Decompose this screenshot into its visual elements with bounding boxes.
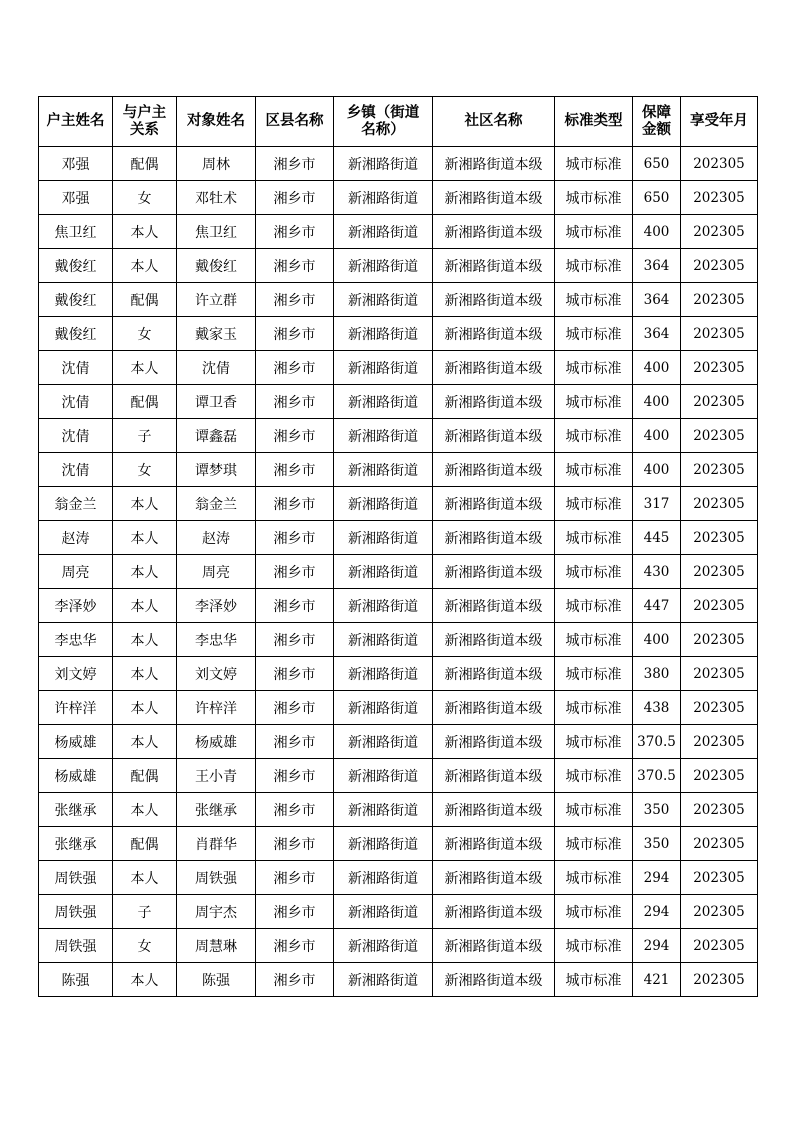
table-row (39, 657, 758, 691)
cell-month: 202305 (681, 759, 758, 793)
cell-name: 周铁强 (177, 861, 256, 895)
cell-rel: 配偶 (113, 827, 177, 861)
cell-month: 202305 (681, 861, 758, 895)
cell-rel: 配偶 (113, 147, 177, 181)
cell-name: 许立群 (177, 283, 256, 317)
cell-town: 新湘路街道 (334, 555, 433, 589)
cell-name: 王小青 (177, 759, 256, 793)
cell-stdtype: 城市标准 (555, 827, 633, 861)
cell-head: 周铁强 (39, 929, 113, 963)
table-row (39, 861, 758, 895)
cell-month: 202305 (681, 589, 758, 623)
cell-county: 湘乡市 (256, 283, 334, 317)
cell-community: 新湘路街道本级 (433, 759, 555, 793)
cell-name: 许梓洋 (177, 691, 256, 725)
cell-amount: 650 (633, 147, 681, 181)
column-header-amount-line: 保障 (642, 104, 671, 121)
cell-community: 新湘路街道本级 (433, 351, 555, 385)
cell-county: 湘乡市 (256, 147, 334, 181)
cell-head: 沈倩 (39, 385, 113, 419)
cell-county: 湘乡市 (256, 725, 334, 759)
table-row (39, 929, 758, 963)
cell-month: 202305 (681, 657, 758, 691)
cell-name: 张继承 (177, 793, 256, 827)
cell-town: 新湘路街道 (334, 419, 433, 453)
cell-county: 湘乡市 (256, 215, 334, 249)
cell-month: 202305 (681, 147, 758, 181)
table-row (39, 385, 758, 419)
cell-name: 杨威雄 (177, 725, 256, 759)
cell-town: 新湘路街道 (334, 623, 433, 657)
cell-name: 刘文婷 (177, 657, 256, 691)
cell-stdtype: 城市标准 (555, 759, 633, 793)
cell-county: 湘乡市 (256, 385, 334, 419)
column-header-amount-line: 金额 (642, 121, 671, 138)
cell-county: 湘乡市 (256, 181, 334, 215)
cell-name: 邓牡术 (177, 181, 256, 215)
cell-head: 沈倩 (39, 453, 113, 487)
cell-amount: 400 (633, 351, 681, 385)
cell-amount: 294 (633, 861, 681, 895)
cell-county: 湘乡市 (256, 487, 334, 521)
cell-head: 戴俊红 (39, 317, 113, 351)
cell-town: 新湘路街道 (334, 249, 433, 283)
cell-amount: 350 (633, 793, 681, 827)
cell-amount: 350 (633, 827, 681, 861)
cell-stdtype: 城市标准 (555, 521, 633, 555)
cell-rel: 本人 (113, 521, 177, 555)
cell-head: 李忠华 (39, 623, 113, 657)
cell-head: 杨威雄 (39, 759, 113, 793)
cell-town: 新湘路街道 (334, 895, 433, 929)
cell-town: 新湘路街道 (334, 725, 433, 759)
cell-head: 翁金兰 (39, 487, 113, 521)
cell-name: 陈强 (177, 963, 256, 997)
cell-rel: 女 (113, 181, 177, 215)
cell-stdtype: 城市标准 (555, 283, 633, 317)
cell-name: 周慧琳 (177, 929, 256, 963)
column-header-rel-line: 关系 (130, 121, 159, 138)
cell-town: 新湘路街道 (334, 963, 433, 997)
cell-stdtype: 城市标准 (555, 147, 633, 181)
cell-community: 新湘路街道本级 (433, 317, 555, 351)
cell-community: 新湘路街道本级 (433, 963, 555, 997)
table-row (39, 249, 758, 283)
cell-rel: 子 (113, 419, 177, 453)
table-row (39, 521, 758, 555)
cell-community: 新湘路街道本级 (433, 827, 555, 861)
cell-town: 新湘路街道 (334, 181, 433, 215)
cell-name: 谭卫香 (177, 385, 256, 419)
cell-stdtype: 城市标准 (555, 929, 633, 963)
cell-amount: 380 (633, 657, 681, 691)
cell-amount: 400 (633, 385, 681, 419)
cell-town: 新湘路街道 (334, 929, 433, 963)
column-header-stdtype (555, 97, 633, 147)
cell-rel: 本人 (113, 725, 177, 759)
cell-name: 周宇杰 (177, 895, 256, 929)
column-header-name-line: 对象姓名 (187, 113, 245, 129)
cell-town: 新湘路街道 (334, 385, 433, 419)
cell-community: 新湘路街道本级 (433, 691, 555, 725)
table-row (39, 215, 758, 249)
cell-community: 新湘路街道本级 (433, 895, 555, 929)
cell-rel: 本人 (113, 351, 177, 385)
cell-name: 焦卫红 (177, 215, 256, 249)
cell-community: 新湘路街道本级 (433, 861, 555, 895)
cell-name: 翁金兰 (177, 487, 256, 521)
column-header-county (256, 97, 334, 147)
table-header (39, 97, 758, 147)
cell-community: 新湘路街道本级 (433, 657, 555, 691)
cell-county: 湘乡市 (256, 827, 334, 861)
cell-county: 湘乡市 (256, 317, 334, 351)
cell-head: 周亮 (39, 555, 113, 589)
cell-community: 新湘路街道本级 (433, 725, 555, 759)
cell-county: 湘乡市 (256, 657, 334, 691)
cell-amount: 370.5 (633, 725, 681, 759)
cell-amount: 364 (633, 317, 681, 351)
cell-stdtype: 城市标准 (555, 555, 633, 589)
cell-community: 新湘路街道本级 (433, 215, 555, 249)
cell-county: 湘乡市 (256, 555, 334, 589)
cell-name: 赵涛 (177, 521, 256, 555)
cell-stdtype: 城市标准 (555, 419, 633, 453)
table-row (39, 419, 758, 453)
table-row (39, 487, 758, 521)
cell-town: 新湘路街道 (334, 487, 433, 521)
table-row (39, 623, 758, 657)
header-row (39, 97, 758, 147)
cell-amount: 364 (633, 283, 681, 317)
cell-name: 李泽妙 (177, 589, 256, 623)
table-row (39, 759, 758, 793)
cell-stdtype: 城市标准 (555, 453, 633, 487)
cell-rel: 本人 (113, 861, 177, 895)
table-body (39, 147, 758, 997)
cell-county: 湘乡市 (256, 963, 334, 997)
column-header-month (681, 97, 758, 147)
cell-rel: 本人 (113, 249, 177, 283)
cell-town: 新湘路街道 (334, 521, 433, 555)
cell-rel: 本人 (113, 215, 177, 249)
table-row (39, 827, 758, 861)
cell-rel: 本人 (113, 623, 177, 657)
column-header-town-line: 名称） (361, 121, 405, 138)
cell-community: 新湘路街道本级 (433, 385, 555, 419)
cell-head: 戴俊红 (39, 249, 113, 283)
cell-community: 新湘路街道本级 (433, 929, 555, 963)
column-header-county-line: 区县名称 (265, 113, 324, 129)
cell-name: 谭鑫磊 (177, 419, 256, 453)
cell-rel: 本人 (113, 657, 177, 691)
cell-stdtype: 城市标准 (555, 623, 633, 657)
cell-month: 202305 (681, 181, 758, 215)
cell-head: 张继承 (39, 793, 113, 827)
cell-rel: 本人 (113, 963, 177, 997)
cell-community: 新湘路街道本级 (433, 623, 555, 657)
cell-month: 202305 (681, 487, 758, 521)
cell-head: 赵涛 (39, 521, 113, 555)
cell-stdtype: 城市标准 (555, 317, 633, 351)
cell-amount: 421 (633, 963, 681, 997)
column-header-rel-line: 与户主 (122, 104, 167, 121)
cell-amount: 317 (633, 487, 681, 521)
cell-month: 202305 (681, 385, 758, 419)
cell-stdtype: 城市标准 (555, 657, 633, 691)
table-row (39, 317, 758, 351)
cell-community: 新湘路街道本级 (433, 453, 555, 487)
cell-amount: 445 (633, 521, 681, 555)
cell-county: 湘乡市 (256, 793, 334, 827)
cell-town: 新湘路街道 (334, 589, 433, 623)
cell-stdtype: 城市标准 (555, 589, 633, 623)
cell-name: 戴家玉 (177, 317, 256, 351)
cell-name: 谭梦琪 (177, 453, 256, 487)
cell-county: 湘乡市 (256, 895, 334, 929)
cell-town: 新湘路街道 (334, 759, 433, 793)
cell-community: 新湘路街道本级 (433, 487, 555, 521)
cell-amount: 650 (633, 181, 681, 215)
table-row (39, 351, 758, 385)
cell-head: 陈强 (39, 963, 113, 997)
table-row (39, 725, 758, 759)
cell-month: 202305 (681, 419, 758, 453)
cell-month: 202305 (681, 453, 758, 487)
subsidy-roster-table (38, 96, 758, 997)
cell-amount: 364 (633, 249, 681, 283)
cell-county: 湘乡市 (256, 589, 334, 623)
table-row (39, 793, 758, 827)
cell-head: 周铁强 (39, 861, 113, 895)
cell-name: 沈倩 (177, 351, 256, 385)
cell-amount: 438 (633, 691, 681, 725)
cell-county: 湘乡市 (256, 453, 334, 487)
cell-amount: 400 (633, 453, 681, 487)
cell-county: 湘乡市 (256, 521, 334, 555)
column-header-community-line: 社区名称 (464, 113, 523, 129)
cell-month: 202305 (681, 623, 758, 657)
cell-head: 张继承 (39, 827, 113, 861)
cell-town: 新湘路街道 (334, 793, 433, 827)
cell-town: 新湘路街道 (334, 691, 433, 725)
cell-head: 沈倩 (39, 419, 113, 453)
cell-stdtype: 城市标准 (555, 725, 633, 759)
cell-stdtype: 城市标准 (555, 249, 633, 283)
cell-community: 新湘路街道本级 (433, 589, 555, 623)
column-header-community (433, 97, 555, 147)
cell-rel: 本人 (113, 589, 177, 623)
cell-month: 202305 (681, 317, 758, 351)
cell-town: 新湘路街道 (334, 351, 433, 385)
column-header-town-line: 乡镇（街道 (346, 104, 420, 121)
cell-month: 202305 (681, 249, 758, 283)
cell-amount: 370.5 (633, 759, 681, 793)
column-header-head (39, 97, 113, 147)
cell-community: 新湘路街道本级 (433, 249, 555, 283)
table-row (39, 963, 758, 997)
cell-stdtype: 城市标准 (555, 351, 633, 385)
cell-month: 202305 (681, 793, 758, 827)
column-header-month-line: 享受年月 (690, 113, 748, 129)
column-header-stdtype-line: 标准类型 (564, 113, 623, 129)
cell-amount: 294 (633, 895, 681, 929)
cell-community: 新湘路街道本级 (433, 181, 555, 215)
table-row (39, 895, 758, 929)
cell-name: 戴俊红 (177, 249, 256, 283)
cell-name: 李忠华 (177, 623, 256, 657)
cell-rel: 本人 (113, 487, 177, 521)
cell-community: 新湘路街道本级 (433, 283, 555, 317)
cell-head: 戴俊红 (39, 283, 113, 317)
cell-town: 新湘路街道 (334, 861, 433, 895)
cell-county: 湘乡市 (256, 759, 334, 793)
table-row (39, 453, 758, 487)
cell-county: 湘乡市 (256, 249, 334, 283)
cell-head: 周铁强 (39, 895, 113, 929)
table-row (39, 589, 758, 623)
cell-amount: 447 (633, 589, 681, 623)
cell-name: 周亮 (177, 555, 256, 589)
cell-rel: 本人 (113, 691, 177, 725)
cell-rel: 配偶 (113, 385, 177, 419)
cell-rel: 女 (113, 453, 177, 487)
cell-month: 202305 (681, 521, 758, 555)
cell-stdtype: 城市标准 (555, 691, 633, 725)
cell-county: 湘乡市 (256, 691, 334, 725)
cell-month: 202305 (681, 691, 758, 725)
cell-stdtype: 城市标准 (555, 861, 633, 895)
cell-town: 新湘路街道 (334, 827, 433, 861)
cell-stdtype: 城市标准 (555, 385, 633, 419)
cell-head: 沈倩 (39, 351, 113, 385)
cell-month: 202305 (681, 725, 758, 759)
cell-rel: 配偶 (113, 283, 177, 317)
cell-county: 湘乡市 (256, 861, 334, 895)
cell-head: 李泽妙 (39, 589, 113, 623)
cell-month: 202305 (681, 351, 758, 385)
cell-head: 邓强 (39, 181, 113, 215)
column-header-name (177, 97, 256, 147)
cell-stdtype: 城市标准 (555, 181, 633, 215)
cell-stdtype: 城市标准 (555, 895, 633, 929)
cell-county: 湘乡市 (256, 929, 334, 963)
cell-stdtype: 城市标准 (555, 215, 633, 249)
cell-community: 新湘路街道本级 (433, 793, 555, 827)
cell-month: 202305 (681, 215, 758, 249)
cell-head: 刘文婷 (39, 657, 113, 691)
cell-town: 新湘路街道 (334, 453, 433, 487)
cell-stdtype: 城市标准 (555, 793, 633, 827)
cell-community: 新湘路街道本级 (433, 419, 555, 453)
cell-month: 202305 (681, 929, 758, 963)
column-header-town (334, 97, 433, 147)
cell-month: 202305 (681, 827, 758, 861)
cell-head: 许梓洋 (39, 691, 113, 725)
cell-rel: 配偶 (113, 759, 177, 793)
cell-community: 新湘路街道本级 (433, 147, 555, 181)
cell-rel: 子 (113, 895, 177, 929)
column-header-amount (633, 97, 681, 147)
cell-name: 肖群华 (177, 827, 256, 861)
cell-month: 202305 (681, 963, 758, 997)
table-row (39, 181, 758, 215)
cell-amount: 400 (633, 419, 681, 453)
table-row (39, 283, 758, 317)
cell-county: 湘乡市 (256, 623, 334, 657)
table-row (39, 555, 758, 589)
cell-town: 新湘路街道 (334, 657, 433, 691)
table-row (39, 147, 758, 181)
cell-month: 202305 (681, 895, 758, 929)
cell-rel: 女 (113, 929, 177, 963)
cell-community: 新湘路街道本级 (433, 555, 555, 589)
cell-amount: 294 (633, 929, 681, 963)
cell-month: 202305 (681, 283, 758, 317)
cell-head: 杨威雄 (39, 725, 113, 759)
cell-town: 新湘路街道 (334, 215, 433, 249)
cell-head: 焦卫红 (39, 215, 113, 249)
column-header-rel (113, 97, 177, 147)
cell-county: 湘乡市 (256, 351, 334, 385)
cell-town: 新湘路街道 (334, 283, 433, 317)
cell-rel: 女 (113, 317, 177, 351)
cell-county: 湘乡市 (256, 419, 334, 453)
cell-community: 新湘路街道本级 (433, 521, 555, 555)
cell-town: 新湘路街道 (334, 147, 433, 181)
cell-month: 202305 (681, 555, 758, 589)
cell-town: 新湘路街道 (334, 317, 433, 351)
cell-rel: 本人 (113, 793, 177, 827)
column-header-head-line: 户主姓名 (46, 113, 105, 129)
cell-head: 邓强 (39, 147, 113, 181)
cell-stdtype: 城市标准 (555, 487, 633, 521)
cell-amount: 400 (633, 215, 681, 249)
cell-name: 周林 (177, 147, 256, 181)
cell-amount: 430 (633, 555, 681, 589)
cell-rel: 本人 (113, 555, 177, 589)
cell-stdtype: 城市标准 (555, 963, 633, 997)
cell-amount: 400 (633, 623, 681, 657)
table-row (39, 691, 758, 725)
